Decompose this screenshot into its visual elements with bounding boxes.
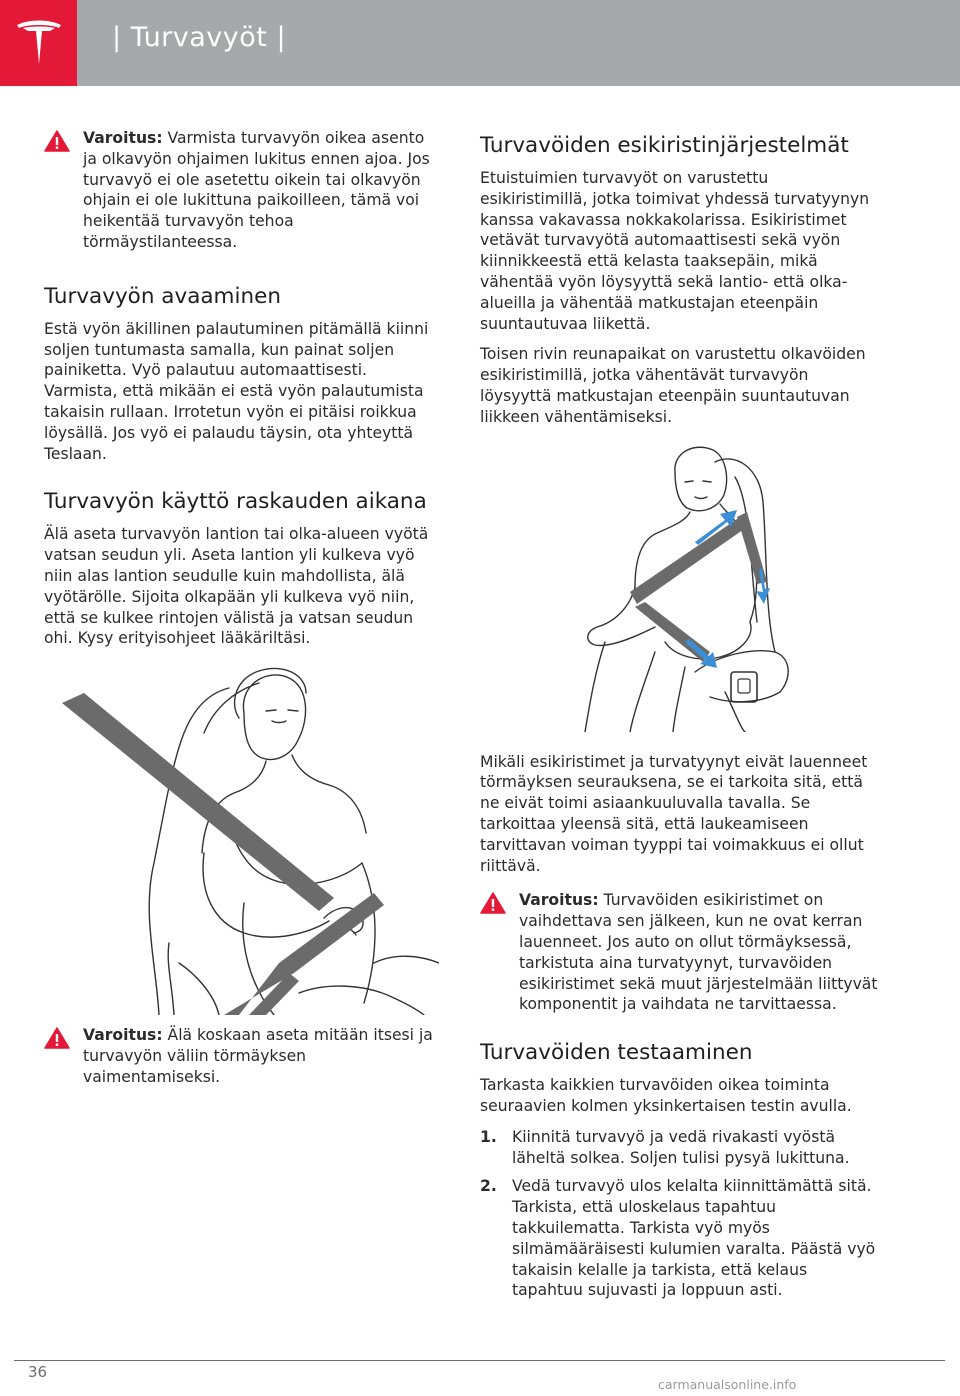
section-body: Tarkasta kaikkien turvavöiden oikea toiminta seuraavien kolmen yksinkertaisen testin avulla. [480, 1076, 852, 1115]
step-number: 1. [480, 1127, 497, 1146]
section-title: Turvavyön käyttö raskauden aikana [44, 489, 427, 515]
watermark[interactable]: carmanualsonline.info [658, 1377, 797, 1392]
list-item [480, 1127, 880, 1169]
pretensioner-seatbelt-illustration [535, 442, 880, 742]
section-body: Toisen rivin reunapaikat on varustettu olkavöiden esikiristimillä, jotka vähentävät turvavyön löysyyttä matkustajan eteenpäin suuntautuvan liikkeen vähentämiseksi. [480, 345, 866, 426]
page-title: | Turvavyöt | [112, 22, 287, 53]
warning-note [44, 1025, 439, 1087]
warning-text: Varmista turvavyön oikea asento ja olkavyön ohjaimen lukitus ennen ajoa. Jos turvavyö ei ole asetettu oikein tai olkavyön ohjain ei ole lukittuna paikoilleen, tämä voi heikentää turvavyön tehoa törmäystilanteessa. [83, 129, 430, 251]
warning-icon [44, 130, 70, 158]
warning-label: Varoitus: [519, 891, 599, 910]
section-title: Turvavöiden testaaminen [480, 1040, 753, 1066]
step-text: Vedä turvavyö ulos kelalta kiinnittämättä sitä. Tarkista, että uloskelaus tapahtuu takkuilematta. Tarkista vyö myös silmämääräisesti kulumien varalta. Päästä vyö takaisin kelalle ja tarkista, että kelaus tapahtuu sujuvasti ja loppuun asti. [512, 1177, 876, 1300]
section-body: Estä vyön äkillinen palautuminen pitämällä kiinni soljen tuntumasta samalla, kun painat soljen painiketta. Vyö palautuu automaattisesti. Varmista, että mikään ei estä vyön palautumista takaisin rullaan. Irrotetun vyön ei pitäisi roikkua löysällä. Jos vyö ei palaudu täysin, ota yhteyttä Teslaan. [44, 319, 429, 463]
test-steps-list [480, 1127, 880, 1301]
page-header [0, 0, 960, 86]
section-body: Etuistuimien turvavyöt on varustettu esikiristimillä, jotka toimivat yhdessä turvatyynyn kanssa vakavassa nokkakolarissa. Esikiristimet vetävät turvavyötä automaattisesti sekä vyön kiinnikkeestä että kelasta taaksepäin, mikä vähentää vyön löysyyttä sekä lantio- että olka-alueilla ja vähentää matkustajan eteenpäin suuntautuvaa liikettä. [480, 169, 870, 333]
section-title: Turvavöiden esikiristinjärjestelmät [480, 133, 849, 158]
right-column [480, 128, 880, 1309]
section-title: Turvavyön avaaminen [44, 283, 281, 309]
step-text: Kiinnitä turvavyö ja vedä rivakasti vyöstä läheltä solkea. Soljen tulisi pysyä lukittuna. [512, 1127, 850, 1167]
footer-divider [14, 1360, 945, 1361]
warning-note [480, 890, 880, 1015]
section-body: Mikäli esikiristimet ja turvatyynyt eivät lauenneet törmäyksen seurauksena, se ei tarkoita sitä, että ne eivät toimi asiaankuuluvalla tavalla. Se tarkoittaa yleensä sitä, että laukeamiseen tarvittavan voiman tyyppi tai voimakkuus ei ollut riittävä. [480, 752, 868, 875]
tesla-logo-icon [14, 17, 64, 67]
warning-text: Turvavöiden esikiristimet on vaihdettava sen jälkeen, kun ne ovat kerran lauenneet. Jos auto on ollut törmäyksessä, tarkistuta aina turvatyynyt, turvavöiden esikiristimet sekä muut järjestelmään liittyvät komponentit ja vaihdata ne tarvittaessa. [519, 891, 878, 1014]
brand-logo [0, 0, 77, 86]
step-number: 2. [480, 1177, 497, 1196]
warning-note [44, 128, 439, 253]
warning-label: Varoitus: [83, 1026, 163, 1045]
warning-label: Varoitus: [83, 129, 163, 147]
list-item [480, 1176, 880, 1301]
pregnant-seatbelt-illustration [44, 663, 439, 1015]
section-body: Älä aseta turvavyön lantion tai olka-alueen vyötä vatsan seudun yli. Aseta lantion yli kulkeva vyö niin alas lantion seudulle kuin mahdollista, älä vyötärölle. Sijoita olkapään yli kulkeva vyö niin, että se kulkee rintojen välistä ja vatsan seudun ohi. Kysy erityisohjeet lääkäriltäsi. [44, 525, 429, 648]
warning-text: Älä koskaan aseta mitään itsesi ja turvavyön väliin törmäyksen vaimentamiseksi. [83, 1026, 433, 1086]
warning-icon [480, 892, 506, 920]
page-number: 36 [28, 1363, 48, 1381]
left-column [44, 128, 439, 1088]
warning-icon [44, 1027, 70, 1055]
